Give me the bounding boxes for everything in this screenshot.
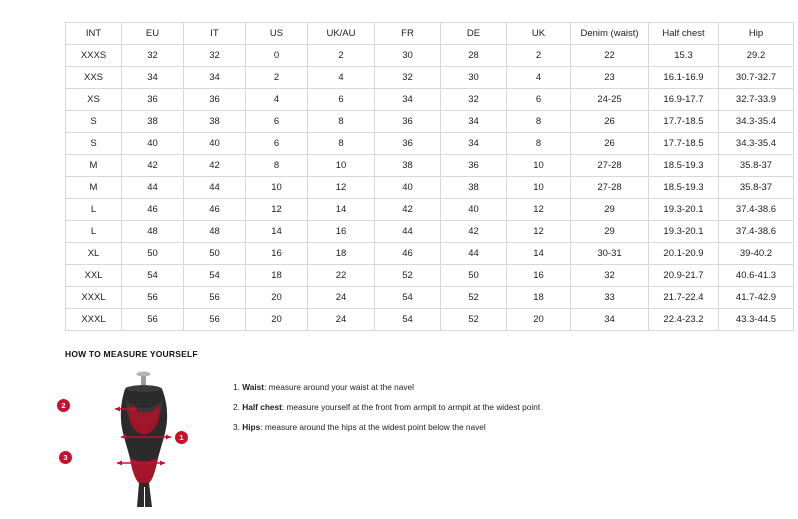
- cell-uk-au: 24: [308, 309, 375, 331]
- marker-3: 3: [59, 451, 72, 464]
- how-to-measure-title: HOW TO MEASURE YOURSELF: [65, 349, 198, 359]
- cell-us: 14: [246, 221, 308, 243]
- cell-it: 48: [184, 221, 246, 243]
- cell-int: M: [66, 177, 122, 199]
- cell-half-chest: 19.3-20.1: [649, 199, 719, 221]
- cell-de: 40: [441, 199, 507, 221]
- cell-de: 38: [441, 177, 507, 199]
- cell-de: 34: [441, 111, 507, 133]
- cell-uk-au: 12: [308, 177, 375, 199]
- cell-int: M: [66, 155, 122, 177]
- table-row: [66, 221, 794, 243]
- cell-fr: 36: [375, 133, 441, 155]
- cell-eu: 34: [122, 67, 184, 89]
- cell-int: S: [66, 133, 122, 155]
- cell-eu: 56: [122, 309, 184, 331]
- cell-uk: 20: [507, 309, 571, 331]
- column-header-de: DE: [441, 23, 507, 45]
- cell-half-chest: 19.3-20.1: [649, 221, 719, 243]
- table-row: [66, 45, 794, 67]
- cell-eu: 44: [122, 177, 184, 199]
- cell-fr: 46: [375, 243, 441, 265]
- cell-de: 30: [441, 67, 507, 89]
- step-number-1: 1.: [233, 382, 240, 392]
- cell-half-chest: 15.3: [649, 45, 719, 67]
- cell-fr: 34: [375, 89, 441, 111]
- cell-half-chest: 21.7-22.4: [649, 287, 719, 309]
- cell-fr: 52: [375, 265, 441, 287]
- cell-half-chest: 20.1-20.9: [649, 243, 719, 265]
- cell-de: 32: [441, 89, 507, 111]
- cell-fr: 30: [375, 45, 441, 67]
- cell-uk: 14: [507, 243, 571, 265]
- cell-uk: 6: [507, 89, 571, 111]
- marker-1: 1: [175, 431, 188, 444]
- cell-int: XS: [66, 89, 122, 111]
- cell-eu: 36: [122, 89, 184, 111]
- cell-uk: 18: [507, 287, 571, 309]
- step-text-2: : measure yourself at the front from armpit to armpit at the widest point: [281, 401, 541, 412]
- table-row: [66, 155, 794, 177]
- column-header-half-chest: Half chest: [649, 23, 719, 45]
- cell-us: 20: [246, 309, 308, 331]
- column-header-uk-au: UK/AU: [308, 23, 375, 45]
- table-row: [66, 133, 794, 155]
- step-number-2: 2.: [233, 401, 240, 412]
- step-term-2: Half chest: [242, 401, 282, 412]
- cell-it: 56: [184, 287, 246, 309]
- cell-us: 18: [246, 265, 308, 287]
- cell-it: 40: [184, 133, 246, 155]
- cell-fr: 38: [375, 155, 441, 177]
- cell-int: XXL: [66, 265, 122, 287]
- cell-it: 54: [184, 265, 246, 287]
- cell-eu: 32: [122, 45, 184, 67]
- cell-hip: 40.6-41.3: [719, 265, 794, 287]
- cell-uk: 2: [507, 45, 571, 67]
- column-header-int: INT: [66, 23, 122, 45]
- measure-step-1: [233, 383, 540, 393]
- cell-uk-au: 8: [308, 133, 375, 155]
- cell-us: 20: [246, 287, 308, 309]
- cell-it: 36: [184, 89, 246, 111]
- cell-de: 34: [441, 133, 507, 155]
- cell-it: 38: [184, 111, 246, 133]
- cell-uk: 12: [507, 221, 571, 243]
- cell-de: 52: [441, 309, 507, 331]
- cell-int: XL: [66, 243, 122, 265]
- step-text-3: : measure around the hips at the widest point below the navel: [260, 421, 486, 432]
- cell-de: 28: [441, 45, 507, 67]
- step-number-3: 3.: [233, 421, 240, 432]
- cell-denim-waist: 29: [571, 221, 649, 243]
- table-row: [66, 243, 794, 265]
- cell-uk: 8: [507, 111, 571, 133]
- cell-eu: 54: [122, 265, 184, 287]
- cell-de: 42: [441, 221, 507, 243]
- cell-uk-au: 6: [308, 89, 375, 111]
- cell-uk-au: 22: [308, 265, 375, 287]
- cell-denim-waist: 29: [571, 199, 649, 221]
- cell-it: 32: [184, 45, 246, 67]
- cell-it: 46: [184, 199, 246, 221]
- column-header-eu: EU: [122, 23, 184, 45]
- column-header-us: US: [246, 23, 308, 45]
- cell-uk-au: 4: [308, 67, 375, 89]
- cell-int: XXS: [66, 67, 122, 89]
- cell-us: 10: [246, 177, 308, 199]
- cell-eu: 40: [122, 133, 184, 155]
- cell-uk-au: 16: [308, 221, 375, 243]
- how-to-measure-body: [61, 371, 745, 511]
- cell-uk: 4: [507, 67, 571, 89]
- cell-us: 8: [246, 155, 308, 177]
- cell-half-chest: 18.5-19.3: [649, 177, 719, 199]
- cell-denim-waist: 23: [571, 67, 649, 89]
- cell-fr: 44: [375, 221, 441, 243]
- cell-eu: 48: [122, 221, 184, 243]
- cell-eu: 38: [122, 111, 184, 133]
- cell-eu: 46: [122, 199, 184, 221]
- cell-uk: 12: [507, 199, 571, 221]
- table-row: [66, 89, 794, 111]
- column-header-hip: Hip: [719, 23, 794, 45]
- column-header-denim-waist: Denim (waist): [571, 23, 649, 45]
- cell-eu: 56: [122, 287, 184, 309]
- cell-denim-waist: 22: [571, 45, 649, 67]
- column-header-fr: FR: [375, 23, 441, 45]
- cell-it: 44: [184, 177, 246, 199]
- cell-half-chest: 16.9-17.7: [649, 89, 719, 111]
- cell-int: L: [66, 221, 122, 243]
- table-row: [66, 199, 794, 221]
- cell-denim-waist: 30-31: [571, 243, 649, 265]
- cell-denim-waist: 34: [571, 309, 649, 331]
- cell-hip: 30.7-32.7: [719, 67, 794, 89]
- cell-de: 50: [441, 265, 507, 287]
- cell-hip: 34.3-35.4: [719, 133, 794, 155]
- cell-uk-au: 14: [308, 199, 375, 221]
- cell-hip: 32.7-33.9: [719, 89, 794, 111]
- cell-us: 12: [246, 199, 308, 221]
- table-row: [66, 67, 794, 89]
- column-header-it: IT: [184, 23, 246, 45]
- cell-uk-au: 2: [308, 45, 375, 67]
- cell-half-chest: 20.9-21.7: [649, 265, 719, 287]
- cell-int: S: [66, 111, 122, 133]
- cell-denim-waist: 27-28: [571, 155, 649, 177]
- mannequin-illustration: [61, 371, 205, 511]
- step-term-3: Hips: [242, 421, 261, 432]
- cell-it: 56: [184, 309, 246, 331]
- cell-hip: 43.3-44.5: [719, 309, 794, 331]
- cell-us: 0: [246, 45, 308, 67]
- cell-hip: 35.8-37: [719, 155, 794, 177]
- marker-2: 2: [57, 399, 70, 412]
- cell-half-chest: 17.7-18.5: [649, 111, 719, 133]
- measure-step-2: [233, 403, 540, 413]
- measure-step-3: [233, 423, 540, 433]
- cell-hip: 29.2: [719, 45, 794, 67]
- cell-us: 6: [246, 133, 308, 155]
- measure-steps-list: [233, 371, 540, 443]
- cell-hip: 39-40.2: [719, 243, 794, 265]
- table-body: [66, 45, 794, 331]
- cell-it: 42: [184, 155, 246, 177]
- cell-it: 50: [184, 243, 246, 265]
- cell-hip: 34.3-35.4: [719, 111, 794, 133]
- cell-half-chest: 22.4-23.2: [649, 309, 719, 331]
- how-to-measure-section: [61, 349, 745, 511]
- step-text-1: : measure around your waist at the navel: [264, 382, 414, 392]
- cell-fr: 40: [375, 177, 441, 199]
- cell-de: 52: [441, 287, 507, 309]
- cell-uk: 10: [507, 155, 571, 177]
- cell-half-chest: 18.5-19.3: [649, 155, 719, 177]
- cell-eu: 50: [122, 243, 184, 265]
- cell-fr: 54: [375, 309, 441, 331]
- cell-hip: 37.4-38.6: [719, 199, 794, 221]
- cell-half-chest: 16.1-16.9: [649, 67, 719, 89]
- cell-uk-au: 24: [308, 287, 375, 309]
- cell-uk-au: 10: [308, 155, 375, 177]
- cell-denim-waist: 27-28: [571, 177, 649, 199]
- table-header-row: [66, 23, 794, 45]
- cell-int: XXXS: [66, 45, 122, 67]
- cell-denim-waist: 32: [571, 265, 649, 287]
- column-header-uk: UK: [507, 23, 571, 45]
- cell-int: XXXL: [66, 309, 122, 331]
- cell-int: L: [66, 199, 122, 221]
- cell-fr: 42: [375, 199, 441, 221]
- cell-us: 16: [246, 243, 308, 265]
- cell-denim-waist: 26: [571, 133, 649, 155]
- cell-uk-au: 18: [308, 243, 375, 265]
- cell-it: 34: [184, 67, 246, 89]
- cell-int: XXXL: [66, 287, 122, 309]
- cell-uk: 8: [507, 133, 571, 155]
- size-conversion-table: [65, 22, 794, 331]
- mannequin-figure-icon: [85, 371, 205, 511]
- step-term-1: Waist: [242, 382, 265, 392]
- cell-us: 4: [246, 89, 308, 111]
- size-table-container: [65, 22, 777, 331]
- cell-half-chest: 17.7-18.5: [649, 133, 719, 155]
- table-row: [66, 111, 794, 133]
- cell-hip: 35.8-37: [719, 177, 794, 199]
- cell-us: 6: [246, 111, 308, 133]
- cell-denim-waist: 33: [571, 287, 649, 309]
- table-row: [66, 309, 794, 331]
- table-row: [66, 287, 794, 309]
- cell-uk: 16: [507, 265, 571, 287]
- cell-fr: 54: [375, 287, 441, 309]
- cell-fr: 36: [375, 111, 441, 133]
- cell-hip: 41.7-42.9: [719, 287, 794, 309]
- cell-denim-waist: 26: [571, 111, 649, 133]
- cell-de: 44: [441, 243, 507, 265]
- table-row: [66, 265, 794, 287]
- cell-de: 36: [441, 155, 507, 177]
- table-row: [66, 177, 794, 199]
- cell-us: 2: [246, 67, 308, 89]
- cell-eu: 42: [122, 155, 184, 177]
- cell-hip: 37.4-38.6: [719, 221, 794, 243]
- cell-uk-au: 8: [308, 111, 375, 133]
- cell-fr: 32: [375, 67, 441, 89]
- cell-denim-waist: 24-25: [571, 89, 649, 111]
- cell-uk: 10: [507, 177, 571, 199]
